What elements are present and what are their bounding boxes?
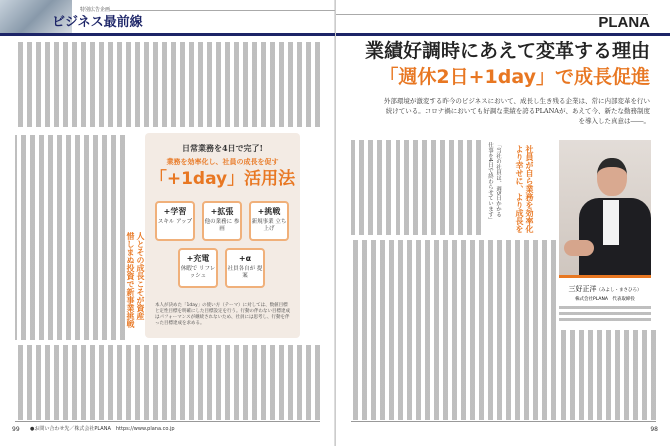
- header-rule: [336, 33, 670, 36]
- photo-accent-bar: [559, 275, 651, 278]
- page-number: 98: [650, 426, 658, 433]
- card-alpha: +α 社員各自が 提案: [225, 248, 265, 288]
- right-page: [335, 0, 670, 446]
- feature-subtitle: 業務を効率化し、社員の成長を促す: [166, 158, 279, 166]
- body-text-col: [351, 140, 391, 235]
- profile-title: 株式会社PLANA 代表取締役: [575, 297, 635, 302]
- contact-info: ●お問い合わせ先／株式会社PLANA https://www.plana.co.jp: [30, 426, 175, 432]
- body-text-left: [15, 135, 125, 340]
- portrait-photo: [559, 140, 651, 275]
- body-text-top: [15, 42, 320, 127]
- profile-caption: [559, 281, 651, 324]
- card-recharge: +充電 休暇で リフレッシュ: [178, 248, 218, 288]
- profile-bio: [559, 306, 651, 324]
- profile-reading: （みよし・まさひろ）: [596, 288, 642, 293]
- feature-top: 日常業務を4日で完了!: [181, 143, 264, 153]
- page-number: 99: [12, 426, 20, 433]
- body-text-lower: [351, 240, 556, 420]
- feature-note: 本人が決めた「1day」の使い方（テーマ）に対しては、数値目標と定性目標を明確にした目標設定を行う。行動の伴わない目標達成はパフォーマンスが継続されないため、社員には思考し、行動を伴った目標達成を求める。: [155, 303, 290, 326]
- feature-title: 「+1day」活用法: [149, 169, 296, 189]
- kicker: 特別広告企画: [80, 7, 111, 13]
- body-text-right: [561, 330, 656, 420]
- section-title: ビジネス最前線: [52, 15, 143, 30]
- feature-box: [145, 133, 300, 338]
- body-text-upper: [396, 140, 481, 235]
- lead-text: 外部環境が激変する昨今のビジネスにおいて、成長し生き残る企業は、常に内部変革を行い続けている。コロナ禍においても好調な業績を誇るPLANAが、あえて今、新たな勤務制度を導入した真意は――。: [383, 97, 650, 125]
- left-callout: 人とその成長こそが資産 惜しまぬ投資で新事業挑戦: [126, 232, 145, 328]
- profile-name: 三好正洋: [568, 285, 597, 293]
- divider: [110, 10, 335, 11]
- quote: 「当社の社員は、週5日かかる仕事を4日で終わらせています」: [487, 142, 501, 223]
- card-expansion: +拡張 他の業務に 参画: [202, 201, 242, 241]
- body-text-bottom: [15, 345, 320, 420]
- subheadline: 「週休2日+1day」で成長促進: [379, 66, 650, 88]
- right-callout: 社員が自ら業務を効率化 より幸せに、より成長を: [515, 145, 534, 233]
- header-rule: [0, 33, 335, 36]
- footer-rule: [351, 421, 656, 422]
- brand-name: PLANA: [598, 14, 650, 31]
- card-learning: +学習 スキル アップ: [155, 201, 195, 241]
- footer-rule: [15, 421, 320, 422]
- headline: 業績好調時にあえて変革する理由: [364, 40, 650, 62]
- card-challenge: +挑戦 新規事業 立ち上げ: [249, 201, 289, 241]
